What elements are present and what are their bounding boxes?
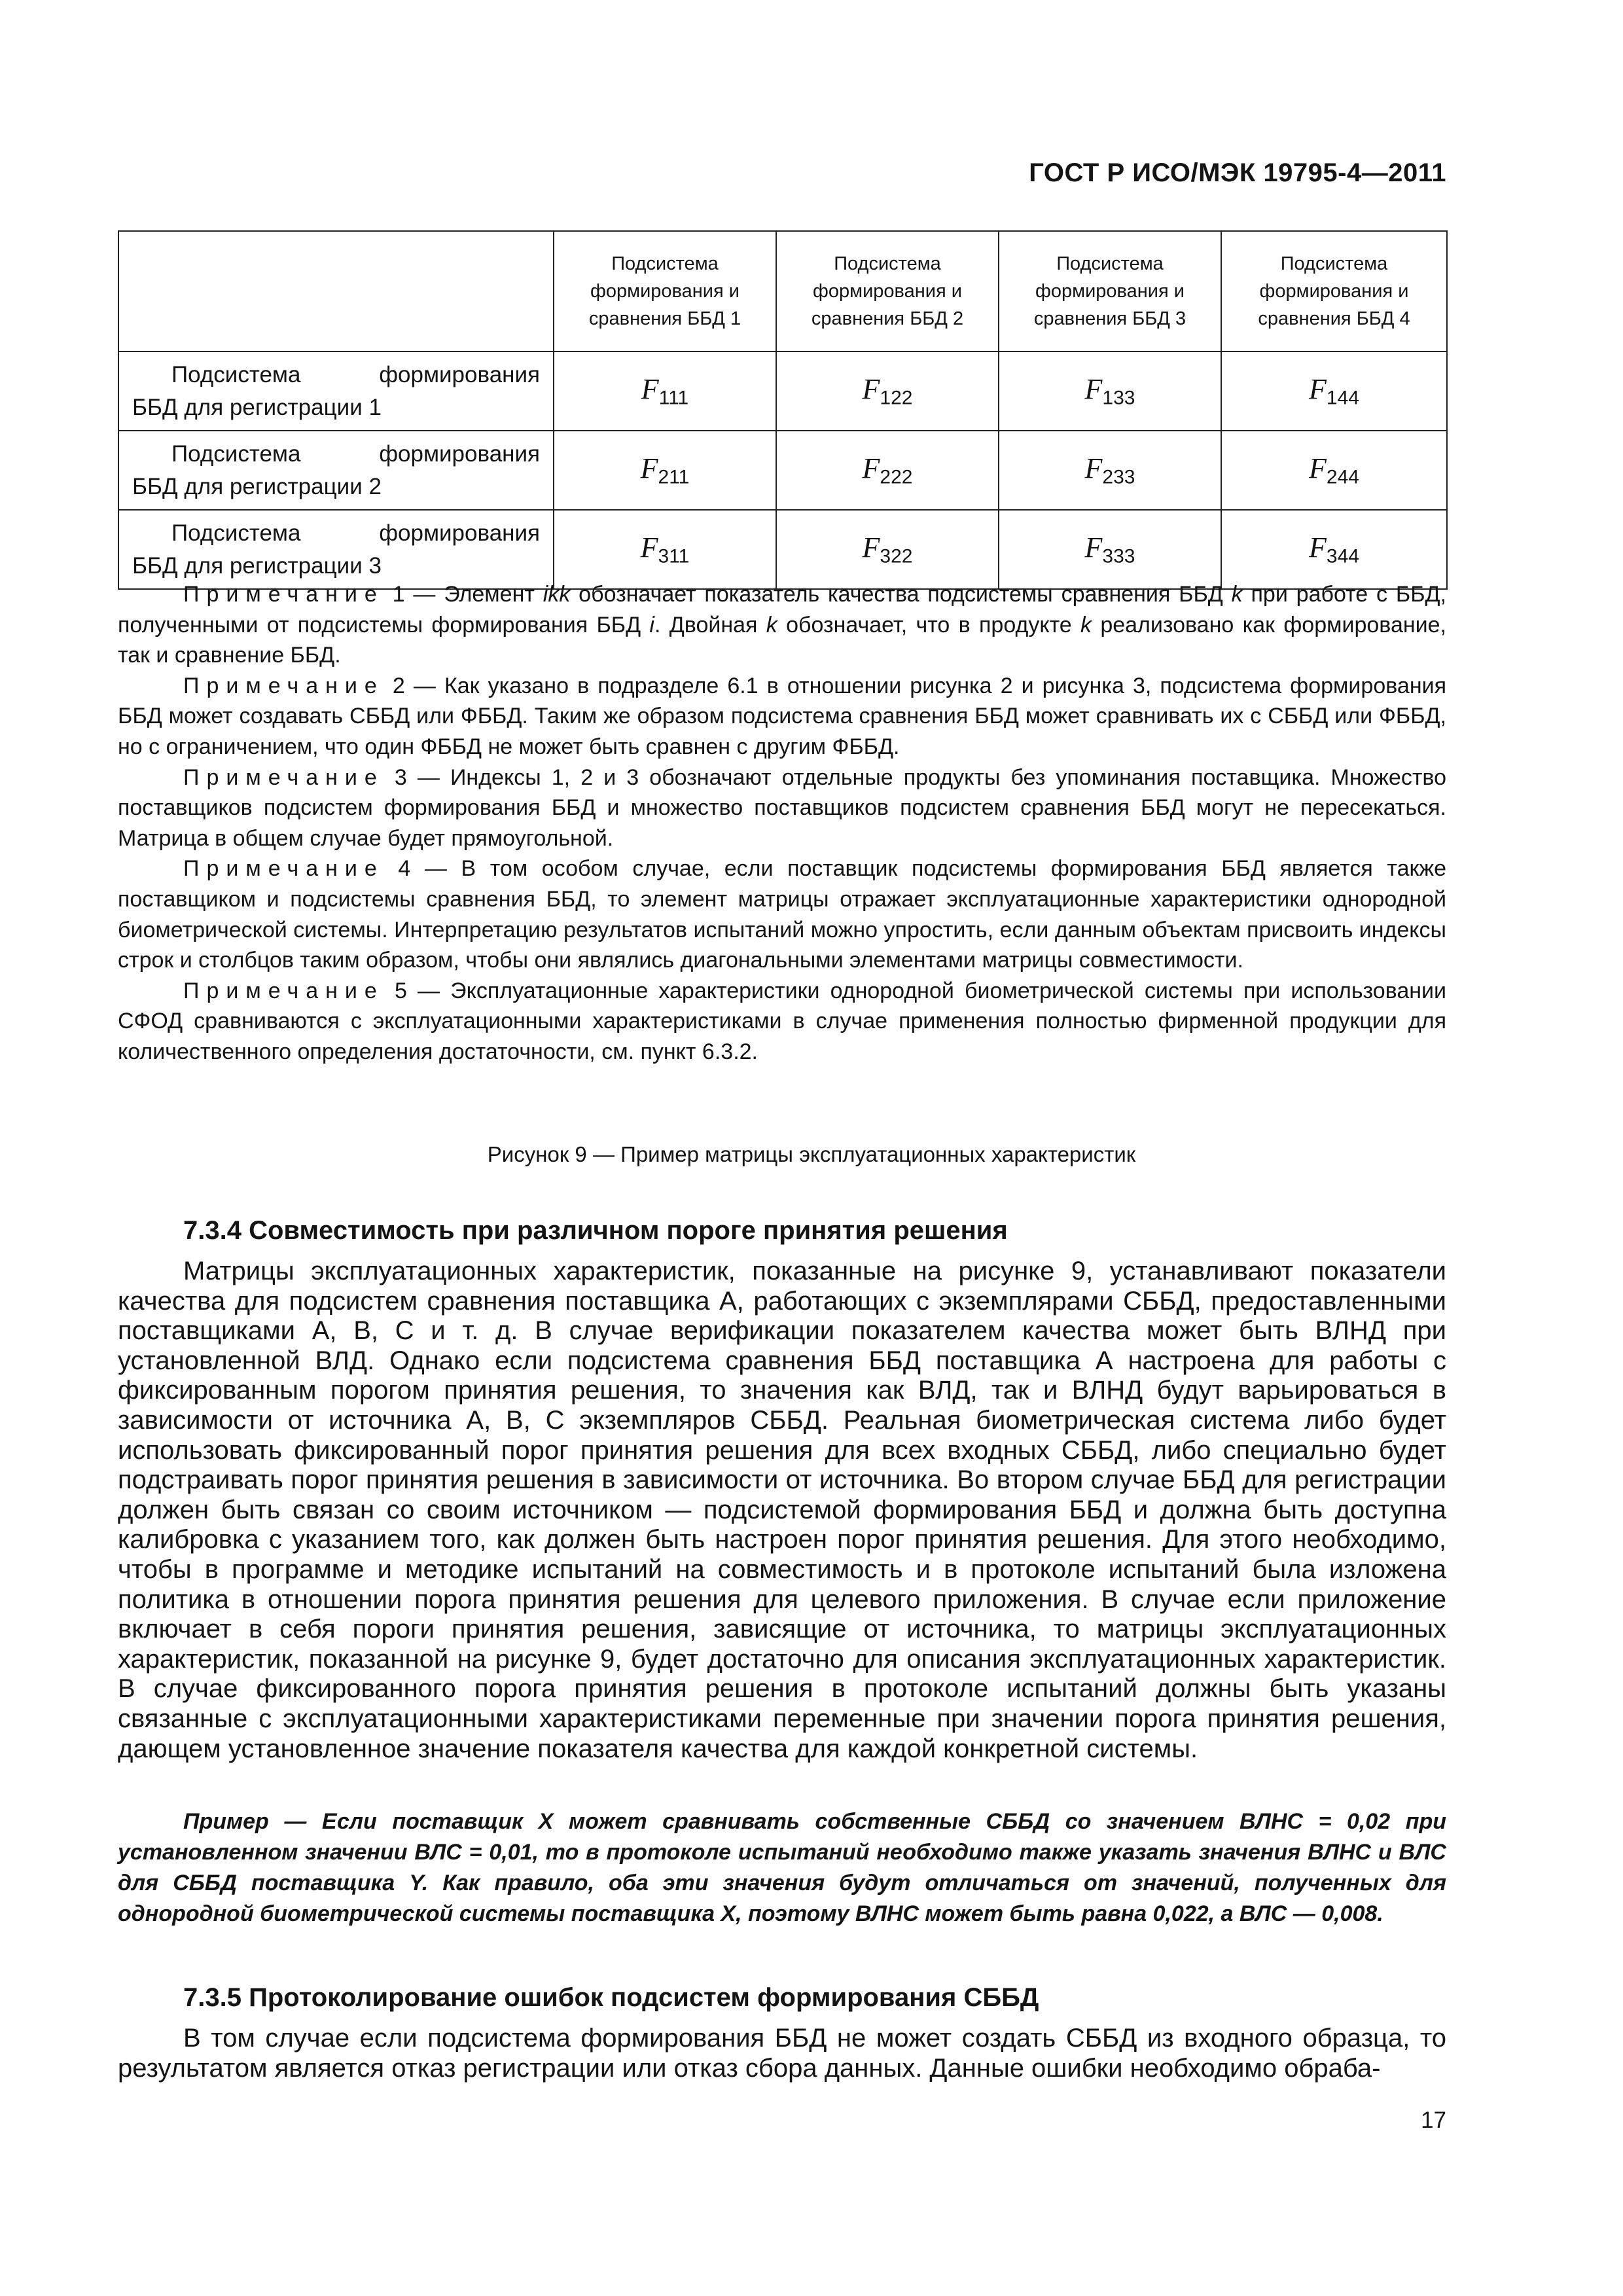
matrix-cell: $F_{122}$ — [776, 351, 999, 431]
note-1: Примечание 1 — Элемент ikk обозначает показатель качества подсистемы сравнения ББД k при работе с ББД, полученными от подсистемы формирования ББД i. Двойная k обозначает, что в продукте k реализовано как формирование, так и сравнение ББД. — [118, 582, 1447, 668]
matrix-cell: $F_{111}$ — [554, 351, 776, 431]
row-header: Подсистема формирования ББД для регистрации 3 — [118, 510, 554, 589]
matrix-cell: $F_{211}$ — [554, 431, 776, 510]
column-header: Подсистема формирования и сравнения ББД 4 — [1221, 231, 1447, 351]
matrix-cell: $F_{244}$ — [1221, 431, 1447, 510]
row-header: Подсистема формирования ББД для регистрации 1 — [118, 351, 554, 431]
table-header-row — [118, 231, 1447, 351]
matrix-cell: $F_{222}$ — [776, 431, 999, 510]
column-header: Подсистема формирования и сравнения ББД 3 — [999, 231, 1221, 351]
note-2: Примечание 2 — Как указано в подразделе 6.1 в отношении рисунка 2 и рисунка 3, подсистема формирования ББД может создавать СББД или ФББД. Таким же образом подсистема сравнения ББД может сравнивать их с СББД или ФББД, но с ограничением, что один ФББД не может быть сравнен с другим ФББД. — [118, 673, 1447, 759]
column-header: Подсистема формирования и сравнения ББД 1 — [554, 231, 776, 351]
figure-notes — [118, 579, 1446, 1067]
example-block: Пример — Если поставщик X может сравнивать собственные СББД со значением ВЛНС = 0,02 при установленном значении ВЛС = 0,01, то в протоколе испытаний необходимо также указать значения ВЛНС и ВЛС для СББД поставщика Y. Как правило, оба эти значения будут отличаться от значений, полученных для однородной биометрической системы поставщика X, поэтому ВЛНС может быть равна 0,022, а ВЛС — 0,008. — [118, 1809, 1446, 1926]
standard-header: ГОСТ Р ИСО/МЭК 19795-4—2011 — [1029, 158, 1446, 187]
performance-matrix-table — [118, 230, 1448, 590]
section-7-3-5-body — [118, 2024, 1446, 2083]
row-header: Подсистема формирования ББД для регистрации 2 — [118, 431, 554, 510]
table-corner-cell — [118, 231, 554, 351]
column-header: Подсистема формирования и сравнения ББД 2 — [776, 231, 999, 351]
matrix-cell: $F_{322}$ — [776, 510, 999, 589]
matrix-cell: $F_{144}$ — [1221, 351, 1447, 431]
note-5: Примечание 5 — Эксплуатационные характеристики однородной биометрической системы при использовании СФОД сравниваются с эксплуатационными характеристиками в случае применения полностью фирменной продукции для количественного определения достаточности, см. пункт 6.3.2. — [118, 978, 1446, 1064]
page-number: 17 — [1421, 2108, 1446, 2133]
paragraph: В том случае если подсистема формирования ББД не может создать СББД из входного образца, то результатом является отказ регистрации или отказ сбора данных. Данные ошибки необходимо обраба- — [118, 2024, 1446, 2083]
matrix-cell: $F_{133}$ — [999, 351, 1221, 431]
table-row — [118, 351, 1447, 431]
matrix-cell: $F_{233}$ — [999, 431, 1221, 510]
section-heading-7-3-5: 7.3.5 Протоколирование ошибок подсистем формирования СББД — [183, 1983, 1039, 2012]
figure-caption: Рисунок 9 — Пример матрицы эксплуатационных характеристик — [487, 1142, 1136, 1166]
table-row — [118, 510, 1447, 589]
note-3: Примечание 3 — Индексы 1, 2 и 3 обозначают отдельные продукты без упоминания поставщика. Множество поставщиков подсистем формирования ББД и множество поставщиков подсистем сравнения ББД могут не пересекаться. Матрица в общем случае будет прямоугольной. — [118, 764, 1446, 851]
paragraph: Матрицы эксплуатационных характеристик, показанные на рисунке 9, устанавливают показатели качества для подсистем сравнения поставщика А, работающих с экземплярами СББД, предоставленными поставщиками А, В, С и т. д. В случае верификации показателем качества может быть ВЛНД при установленной ВЛД. Однако если подсистема сравнения ББД поставщика А настроена для работы с фиксированным порогом принятия решения, то значения как ВЛД, так и ВЛНД будут варьироваться в зависимости от источника А, В, С экземпляров СББД. Реальная биометрическая система либо будет использовать фиксированный порог принятия решения для всех входных СББД, либо специально будет подстраивать порог принятия решения в зависимости от источника. Во втором случае ББД для регистрации должен быть связан со своим источником — подсистемой формирования ББД и должна быть доступна калибровка с указанием того, как должен быть настроен порог принятия решения. Для этого необходимо, чтобы в программе и методике испытаний на совместимость и в протоколе испытаний была изложена политика в отношении порога принятия решения для целевого приложения. В случае если приложение включает в себя пороги принятия решения, зависящие от источника, то матрицы эксплуатационных характеристик, показанной на рисунке 9, будет достаточно для описания эксплуатационных характеристик. В случае фиксированного порога принятия решения в протоколе испытаний должны быть указаны связанные с эксплуатационными характеристиками переменные при значении порога принятия решения, дающем установленное значение показателя качества для каждой конкретной системы. — [118, 1257, 1446, 1763]
matrix-cell: $F_{311}$ — [554, 510, 776, 589]
matrix-cell: $F_{333}$ — [999, 510, 1221, 589]
table-row — [118, 431, 1447, 510]
matrix-cell: $F_{344}$ — [1221, 510, 1447, 589]
section-7-3-4-body — [118, 1257, 1446, 1764]
section-heading-7-3-4: 7.3.4 Совместимость при различном пороге принятия решения — [183, 1216, 1008, 1245]
note-4: Примечание 4 — В том особом случае, если поставщик подсистемы формирования ББД является также поставщиком и подсистемы сравнения ББД, то элемент матрицы отражает эксплуатационные характеристики однородной биометрической системы. Интерпретацию результатов испытаний можно упростить, если данным объектам присвоить индексы строк и столбцов таким образом, чтобы они являлись диагональными элементами матрицы совместимости. — [118, 856, 1447, 973]
